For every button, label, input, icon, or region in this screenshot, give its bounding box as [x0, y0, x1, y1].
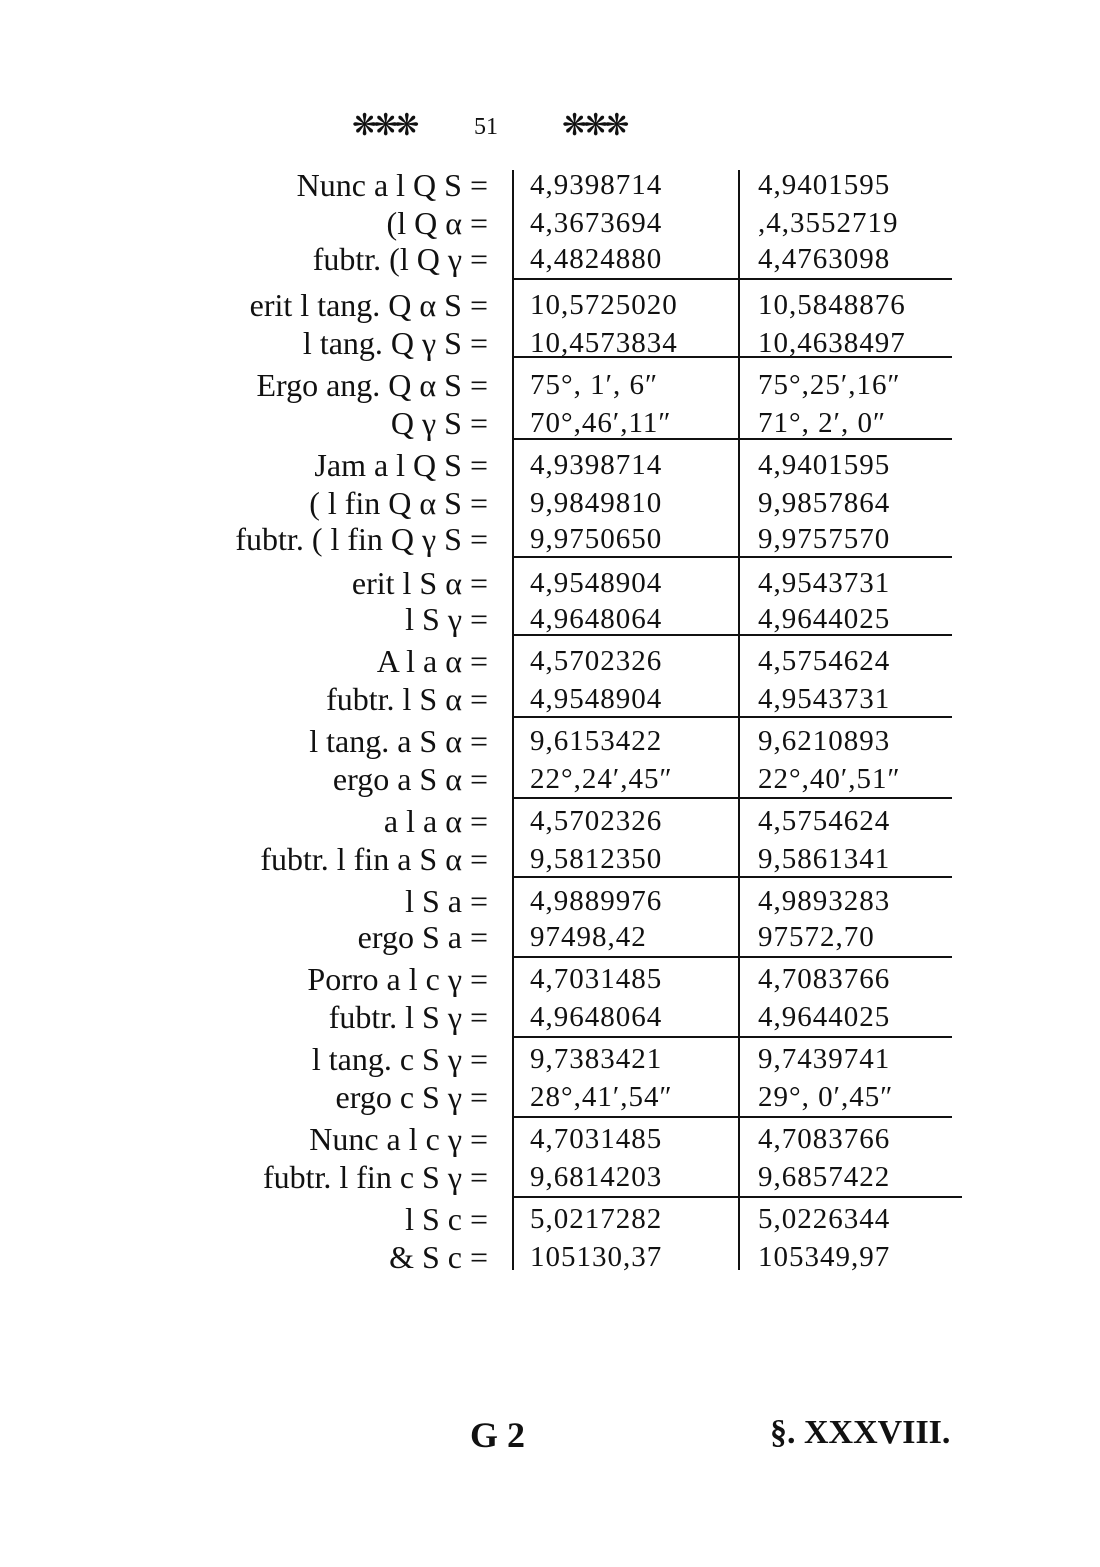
- value-column-1: 4,9889976: [530, 885, 663, 917]
- row-label: fubtr. (l Q γ =: [312, 241, 488, 277]
- value-column-2: 9,9857864: [758, 487, 891, 519]
- row-label: fubtr. l S γ =: [328, 999, 488, 1035]
- row-label: l tang. c S γ =: [311, 1041, 488, 1077]
- value-column-2: 4,9893283: [758, 885, 891, 917]
- value-column-1: 4,9548904: [530, 567, 663, 599]
- table-row: [0, 204, 1100, 242]
- group-rule: [512, 1036, 952, 1038]
- value-column-1: 4,3673694: [530, 207, 663, 239]
- page-number: 51: [474, 114, 498, 140]
- row-label: Porro a l c γ =: [307, 961, 488, 997]
- value-column-2: 10,4638497: [758, 327, 906, 359]
- table-row: [0, 1200, 1100, 1238]
- value-column-2: 29°, 0′,45″: [758, 1081, 894, 1113]
- table-row: [0, 166, 1100, 204]
- table-row: [0, 960, 1100, 998]
- value-column-2: 4,9644025: [758, 1001, 891, 1033]
- table-row: [0, 722, 1100, 760]
- row-label: ergo S a =: [357, 919, 488, 955]
- table-row: [0, 760, 1100, 798]
- row-label: Nunc a l c γ =: [309, 1121, 488, 1157]
- value-column-2: 4,9644025: [758, 603, 891, 635]
- value-column-2: 4,5754624: [758, 805, 891, 837]
- row-label: ergo c S γ =: [335, 1079, 488, 1115]
- row-label: Ergo ang. Q α S =: [256, 367, 488, 403]
- value-column-1: 9,9750650: [530, 523, 663, 555]
- row-label: fubtr. ( l fin Q γ S =: [235, 521, 488, 557]
- value-column-1: 70°,46′,11″: [530, 407, 672, 439]
- row-label: fubtr. l fin a S α =: [260, 841, 488, 877]
- value-column-1: 4,7031485: [530, 1123, 663, 1155]
- value-column-2: 4,5754624: [758, 645, 891, 677]
- table-row: [0, 520, 1100, 558]
- group-rule: [512, 956, 952, 958]
- ornament-left-icon: ❋❋❋: [352, 108, 416, 143]
- table-row: [0, 1040, 1100, 1078]
- table-row: [0, 1120, 1100, 1158]
- value-column-1: 97498,42: [530, 921, 647, 953]
- value-column-2: 9,5861341: [758, 843, 891, 875]
- catchword: §. XXXVIII.: [770, 1414, 951, 1451]
- value-column-1: 4,7031485: [530, 963, 663, 995]
- table-row: [0, 840, 1100, 878]
- table-row: [0, 404, 1100, 442]
- value-column-2: 4,7083766: [758, 963, 891, 995]
- value-column-1: 10,4573834: [530, 327, 678, 359]
- table-row: [0, 366, 1100, 404]
- row-label: fubtr. l fin c S γ =: [262, 1159, 488, 1195]
- table-row: [0, 446, 1100, 484]
- signature-mark: G 2: [470, 1415, 526, 1455]
- value-column-2: 4,9401595: [758, 449, 891, 481]
- value-column-1: 4,9648064: [530, 1001, 663, 1033]
- value-column-2: 9,6210893: [758, 725, 891, 757]
- row-label: erit l tang. Q α S =: [249, 287, 488, 323]
- value-column-1: 4,9548904: [530, 683, 663, 715]
- table-row: [0, 802, 1100, 840]
- table-row: [0, 1078, 1100, 1116]
- table-row: [0, 1238, 1100, 1276]
- row-label: Nunc a l Q S =: [296, 167, 488, 203]
- value-column-1: 4,9398714: [530, 169, 663, 201]
- table-row: [0, 642, 1100, 680]
- value-column-1: 9,6814203: [530, 1161, 663, 1193]
- row-label: A l a α =: [376, 643, 488, 679]
- value-column-2: 4,9401595: [758, 169, 891, 201]
- value-column-2: 4,7083766: [758, 1123, 891, 1155]
- value-column-2: 71°, 2′, 0″: [758, 407, 887, 439]
- value-column-1: 9,5812350: [530, 843, 663, 875]
- row-label: l tang. Q γ S =: [302, 325, 488, 361]
- value-column-2: 9,9757570: [758, 523, 891, 555]
- value-column-2: 10,5848876: [758, 289, 906, 321]
- value-column-1: 9,9849810: [530, 487, 663, 519]
- value-column-1: 10,5725020: [530, 289, 678, 321]
- row-label: l S c =: [405, 1201, 488, 1237]
- value-column-2: 105349,97: [758, 1241, 891, 1273]
- ornament-right-icon: ❋❋❋: [562, 108, 626, 143]
- row-label: l S a =: [405, 883, 488, 919]
- value-column-1: 4,4824880: [530, 243, 663, 275]
- table-row: [0, 240, 1100, 278]
- value-column-2: 97572,70: [758, 921, 875, 953]
- group-rule: [512, 278, 952, 280]
- row-label: erit l S α =: [351, 565, 488, 601]
- value-column-1: 105130,37: [530, 1241, 663, 1273]
- value-column-1: 4,9398714: [530, 449, 663, 481]
- row-label: Q γ S =: [390, 405, 488, 441]
- row-label: Jam a l Q S =: [314, 447, 488, 483]
- row-label: l tang. a S α =: [309, 723, 488, 759]
- value-column-1: 4,9648064: [530, 603, 663, 635]
- value-column-1: 4,5702326: [530, 805, 663, 837]
- row-label: (l Q α =: [386, 205, 488, 241]
- row-label: fubtr. l S α =: [326, 681, 488, 717]
- row-label: ( l fin Q α S =: [309, 485, 488, 521]
- value-column-2: ,4,3552719: [758, 207, 899, 239]
- table-row: [0, 998, 1100, 1036]
- value-column-2: 4,9543731: [758, 567, 891, 599]
- table-row: [0, 286, 1100, 324]
- value-column-1: 22°,24′,45″: [530, 763, 673, 795]
- value-column-1: 4,5702326: [530, 645, 663, 677]
- value-column-2: 22°,40′,51″: [758, 763, 901, 795]
- group-rule: [512, 1116, 952, 1118]
- table-row: [0, 918, 1100, 956]
- value-column-2: 75°,25′,16″: [758, 369, 901, 401]
- table-row: [0, 1158, 1100, 1196]
- value-column-1: 9,6153422: [530, 725, 663, 757]
- row-label: ergo a S α =: [332, 761, 488, 797]
- value-column-2: 4,4763098: [758, 243, 891, 275]
- value-column-1: 9,7383421: [530, 1043, 663, 1075]
- row-label: & S c =: [389, 1239, 488, 1275]
- value-column-2: 9,7439741: [758, 1043, 891, 1075]
- table-row: [0, 600, 1100, 638]
- table-row: [0, 882, 1100, 920]
- value-column-2: 5,0226344: [758, 1203, 891, 1235]
- value-column-1: 5,0217282: [530, 1203, 663, 1235]
- table-row: [0, 564, 1100, 602]
- table-row: [0, 324, 1100, 362]
- value-column-2: 4,9543731: [758, 683, 891, 715]
- table-row: [0, 680, 1100, 718]
- value-column-1: 28°,41′,54″: [530, 1081, 673, 1113]
- row-label: a l a α =: [383, 803, 488, 839]
- table-row: [0, 484, 1100, 522]
- value-column-1: 75°, 1′, 6″: [530, 369, 659, 401]
- row-label: l S γ =: [405, 601, 488, 637]
- value-column-2: 9,6857422: [758, 1161, 891, 1193]
- group-rule: [512, 1196, 962, 1198]
